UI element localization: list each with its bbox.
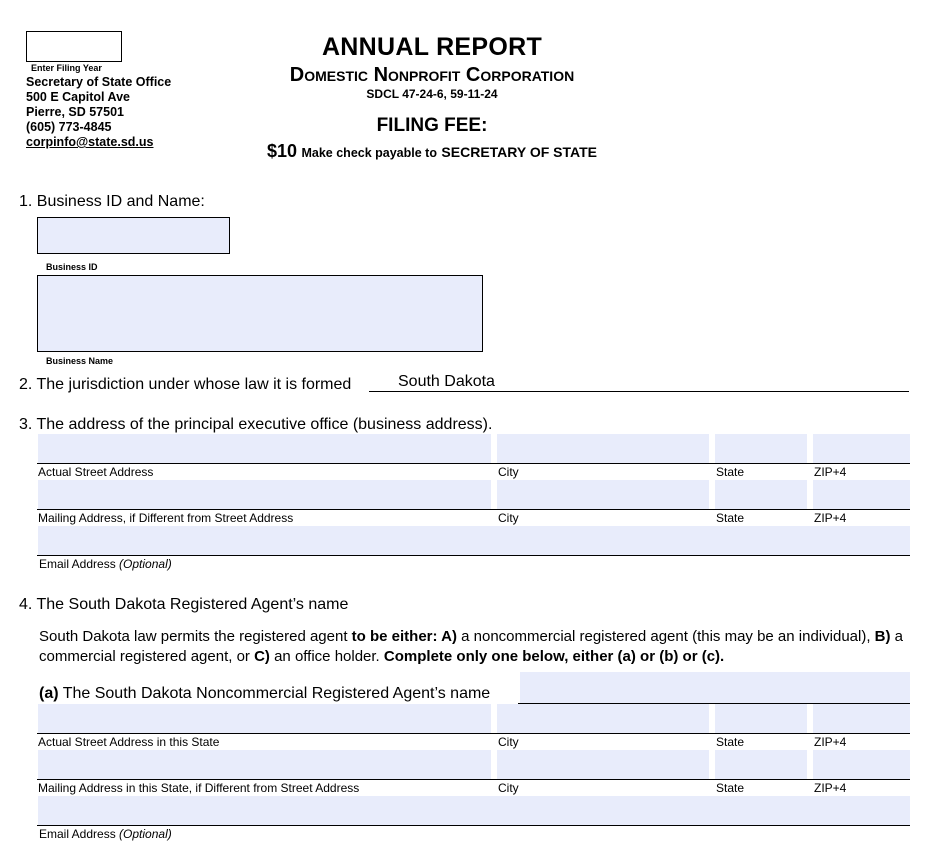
fee-amount: $10 — [266, 141, 298, 161]
instr-text: an office holder. — [269, 648, 384, 665]
agent-email-label — [39, 827, 172, 841]
optional-note: (Optional) — [119, 557, 172, 571]
business-email-label — [39, 557, 172, 571]
divider — [37, 509, 910, 510]
mailing-state-input[interactable] — [715, 480, 807, 509]
agent-mailing-city-label: City — [498, 781, 519, 795]
agent-street-state-label: State — [716, 735, 745, 749]
agent-mailing-zip-label: ZIP+4 — [814, 781, 847, 795]
filing-fee-label: FILING FEE: — [376, 115, 488, 136]
page-subtitle: Domestic Nonprofit Corporation — [289, 64, 575, 86]
question-1: 1. Business ID and Name: — [19, 193, 205, 210]
divider — [37, 779, 910, 780]
agent-street-city-input[interactable] — [497, 704, 709, 733]
business-id-input[interactable] — [37, 217, 230, 254]
street-address-input[interactable] — [38, 434, 491, 463]
agent-street-zip-input[interactable] — [813, 704, 910, 733]
fee-line — [232, 141, 632, 162]
mailing-zip-input[interactable] — [813, 480, 910, 509]
office-address — [26, 75, 171, 150]
agent-mailing-label: Mailing Address in this State, if Different from Street Address — [38, 781, 360, 795]
agent-mailing-state-input[interactable] — [715, 750, 807, 779]
office-email-link[interactable]: corpinfo@state.sd.us — [26, 135, 154, 149]
business-id-label: Business ID — [46, 262, 98, 272]
office-street: 500 E Capitol Ave — [26, 90, 130, 104]
subsection-a-text: The South Dakota Noncommercial Registered Agent’s name — [58, 685, 491, 702]
question-2: 2. The jurisdiction under whose law it is formed — [19, 376, 352, 393]
street-zip-input[interactable] — [813, 434, 910, 463]
street-address-label: Actual Street Address — [38, 465, 154, 479]
agent-mailing-input[interactable] — [38, 750, 491, 779]
divider — [37, 463, 910, 464]
instr-emph: Complete only one below, either (a) or (b) or (c). — [383, 648, 725, 665]
agent-street-zip-label: ZIP+4 — [814, 735, 847, 749]
office-phone: (605) 773-4845 — [26, 120, 112, 134]
street-city-input[interactable] — [497, 434, 709, 463]
subsection-a-title — [39, 685, 490, 703]
agent-street-label: Actual Street Address in this State — [38, 735, 220, 749]
header-titles — [232, 33, 632, 162]
divider — [37, 825, 910, 826]
mailing-address-input[interactable] — [38, 480, 491, 509]
street-city-label: City — [498, 465, 519, 479]
agent-name-input[interactable] — [520, 672, 910, 703]
jurisdiction-value: South Dakota — [398, 373, 495, 390]
email-label-text: Email Address — [39, 557, 116, 571]
agent-email-input[interactable] — [38, 796, 910, 825]
agent-street-city-label: City — [498, 735, 519, 749]
office-name: Secretary of State Office — [26, 75, 172, 89]
street-state-label: State — [716, 465, 745, 479]
mailing-state-label: State — [716, 511, 745, 525]
email-label-text: Email Address — [39, 827, 116, 841]
instr-emph: B) — [874, 628, 891, 645]
page-title: ANNUAL REPORT — [321, 33, 543, 61]
optional-note: (Optional) — [119, 827, 172, 841]
mailing-city-input[interactable] — [497, 480, 709, 509]
business-email-input[interactable] — [38, 526, 910, 555]
question-4: 4. The South Dakota Registered Agent’s name — [19, 596, 349, 613]
question-3: 3. The address of the principal executive office (business address). — [19, 416, 493, 433]
street-state-input[interactable] — [715, 434, 807, 463]
divider — [37, 555, 910, 556]
business-name-label: Business Name — [46, 356, 114, 366]
instr-text: a noncommercial registered agent (this may be an individual), — [456, 628, 875, 645]
agent-instructions — [39, 627, 938, 667]
filing-year-input[interactable] — [26, 31, 122, 62]
fee-note: Make check payable to — [301, 146, 437, 160]
business-name-input[interactable] — [37, 275, 483, 352]
agent-mailing-city-input[interactable] — [497, 750, 709, 779]
agent-mailing-zip-input[interactable] — [813, 750, 910, 779]
mailing-city-label: City — [498, 511, 519, 525]
fee-payee: SECRETARY OF STATE — [441, 144, 597, 160]
filing-year-label: Enter Filing Year — [31, 63, 102, 73]
instr-text: South Dakota law permits the registered agent — [39, 628, 352, 645]
office-city: Pierre, SD 57501 — [26, 105, 124, 119]
mailing-address-label: Mailing Address, if Different from Street Address — [38, 511, 294, 525]
agent-street-input[interactable] — [38, 704, 491, 733]
divider — [37, 733, 910, 734]
agent-street-state-input[interactable] — [715, 704, 807, 733]
agent-mailing-state-label: State — [716, 781, 745, 795]
instr-text: a commercial registered agent, or — [39, 628, 904, 665]
street-zip-label: ZIP+4 — [814, 465, 847, 479]
subsection-a-letter: (a) — [39, 685, 59, 702]
instr-emph: C) — [254, 648, 270, 665]
mailing-zip-label: ZIP+4 — [814, 511, 847, 525]
statute-reference: SDCL 47-24-6, 59-11-24 — [366, 87, 498, 101]
instr-emph: to be either: A) — [351, 628, 457, 645]
